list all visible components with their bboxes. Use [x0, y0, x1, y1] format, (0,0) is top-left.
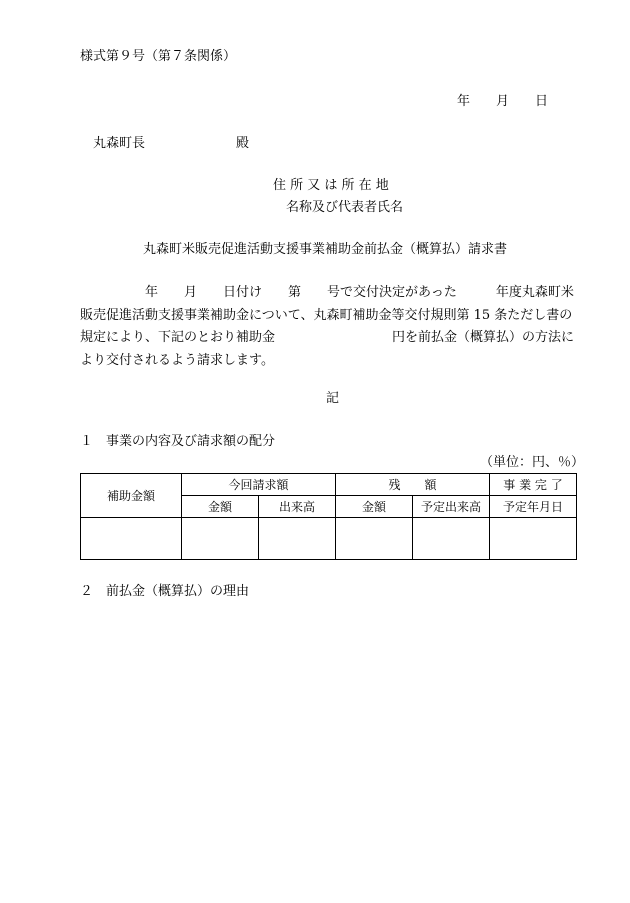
ki-label: 記 [326, 391, 340, 406]
subheader-amount-remaining: 金額 [336, 496, 413, 518]
cell-planned-progress [413, 518, 490, 560]
form-number: 様式第９号（第７条関係） [80, 49, 237, 64]
header-remaining: 残 額 [336, 474, 490, 496]
header-subsidy-amount: 補助金額 [81, 474, 182, 518]
subheader-progress: 出来高 [259, 496, 336, 518]
cell-current-amount [182, 518, 259, 560]
addressee: 丸森町長 殿 [93, 136, 250, 151]
header-completion-line2: 予定年月日 [490, 496, 577, 518]
allocation-table [80, 473, 577, 560]
header-completion-line1: 事 業 完 了 [490, 474, 577, 496]
section1-heading: １ 事業の内容及び請求額の配分 [80, 434, 276, 449]
header-current-request: 今回請求額 [182, 474, 336, 496]
date-line: 年 月 日 [457, 94, 549, 109]
subheader-amount: 金額 [182, 496, 259, 518]
cell-remaining-amount [336, 518, 413, 560]
section2-heading: ２ 前払金（概算払）の理由 [80, 584, 250, 599]
cell-subsidy-amount [81, 518, 182, 560]
representative-name-label: 名称及び代表者氏名 [286, 200, 404, 215]
cell-completion-date [490, 518, 577, 560]
request-body-text: 年 月 日付け 第 号で交付決定があった 年度丸森町米販売促進活動支援事業補助金について、丸森町補助金等交付規則第 15 条ただし書の規定により、下記のとおり補助金 円を前払金（概算払）の方法により交付されるよう請求します。 [80, 285, 575, 368]
subheader-planned-progress: 予定出来高 [413, 496, 490, 518]
address-label: 住 所 又 は 所 在 地 [273, 178, 389, 193]
document-title: 丸森町米販売促進活動支援事業補助金前払金（概算払）請求書 [143, 242, 508, 257]
unit-label: （単位：円、％） [480, 455, 585, 470]
cell-current-progress [259, 518, 336, 560]
